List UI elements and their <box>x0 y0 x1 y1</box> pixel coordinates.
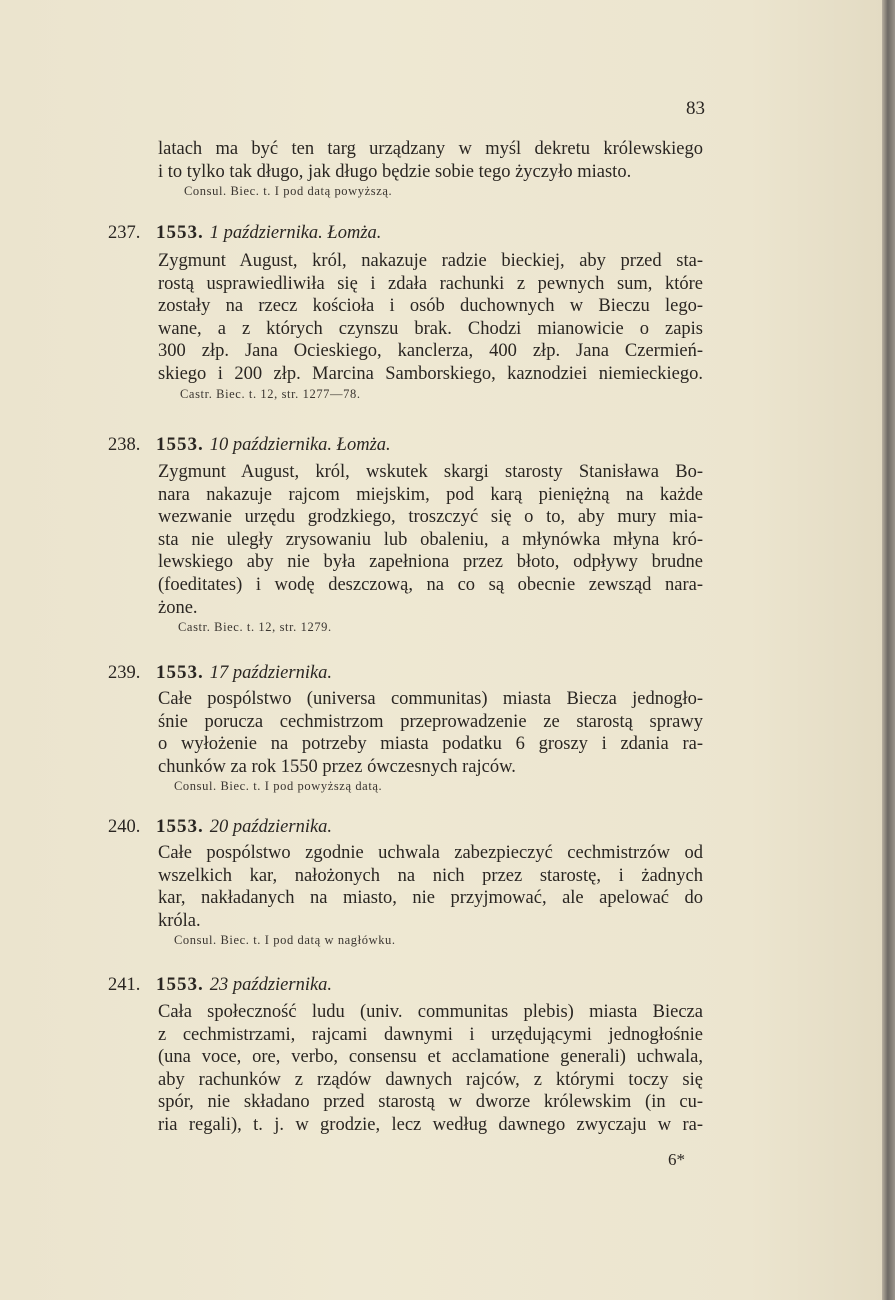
text-line: skiego i 200 złp. Marcina Samborskiego, kaznodziei niemieckiego. <box>158 363 703 384</box>
entry-number: 241. <box>108 975 141 995</box>
entry-number: 239. <box>108 663 141 683</box>
entry-number: 238. <box>108 435 141 455</box>
entry-year: 1553. <box>156 974 204 995</box>
text-line: rostą usprawiedliwiła się i zdała rachunki z pewnych sum, które <box>158 273 703 294</box>
book-spine <box>882 0 895 1300</box>
source-citation: Consul. Biec. t. I pod powyższą datą. <box>174 779 383 794</box>
text-line: sta nie uległy zrysowaniu lub obaleniu, a młynówka młyna kró- <box>158 529 703 550</box>
source-citation: Castr. Biec. t. 12, str. 1279. <box>178 620 332 635</box>
text-line: aby rachunków z rządów dawnych rajców, z którymi toczy się <box>158 1069 703 1090</box>
text-line: 300 złp. Jana Ocieskiego, kanclerza, 400 złp. Jana Czermień- <box>158 341 703 362</box>
text-line: Całe pospólstwo (universa communitas) miasta Biecza jednogło- <box>158 689 703 709</box>
entry-body <box>158 842 703 948</box>
entry-header <box>108 816 332 838</box>
text-line: Zygmunt August, król, nakazuje radzie bieckiej, aby przed sta- <box>158 251 703 271</box>
text-line: (foeditates) i wodę deszczową, na co są obecnie zewsząd nara- <box>158 574 703 595</box>
text-line: spór, nie składano przed starostą w dworze królewskim (in cu- <box>158 1092 703 1113</box>
entry-header <box>108 434 391 456</box>
text-line: chunków za rok 1550 przez ówczesnych rajców. <box>158 756 516 777</box>
text-line: z cechmistrzami, rajcami dawnymi i urzędującymi jednogłośnie <box>158 1024 703 1045</box>
text-line: zostały na rzecz kościoła i osób duchownych w Bieczu lego- <box>158 296 703 317</box>
text-line: Całe pospólstwo zgodnie uchwala zabezpieczyć cechmistrzów od <box>158 843 703 863</box>
text-line: (una voce, ore, verbo, consensu et acclamatione generali) uchwala, <box>158 1047 703 1068</box>
entry-year: 1553. <box>156 816 204 837</box>
entry-date: 23 października. <box>209 975 333 995</box>
text-line: króla. <box>158 910 201 931</box>
signature-mark: 6* <box>668 1150 685 1169</box>
entry-body <box>158 461 703 635</box>
text-line: Zygmunt August, król, wskutek skargi starosty Stanisława Bo- <box>158 462 703 482</box>
text-line: żone. <box>158 597 198 618</box>
entry-date: 20 października. <box>209 817 333 837</box>
entry-body <box>158 1001 703 1137</box>
entry-date: 1 października. Łomża. <box>209 223 382 243</box>
entry-header <box>108 222 381 244</box>
text-line: kar, nakładanych na miasto, nie przyjmować, ale apelować do <box>158 888 703 909</box>
entry-number: 240. <box>108 817 141 837</box>
entry-body <box>158 688 703 794</box>
intro-paragraph <box>158 138 703 199</box>
text-line: nara nakazuje rajcom miejskim, pod karą pieniężną na każde <box>158 484 703 505</box>
text-line: śnie porucza cechmistrzom przeprowadzenie ze starostą sprawy <box>158 711 703 732</box>
source-citation: Consul. Biec. t. I pod datą powyższą. <box>184 184 393 199</box>
text-line: i to tylko tak długo, jak długo będzie sobie tego życzyło miasto. <box>158 161 632 182</box>
entry-header <box>108 662 332 684</box>
source-citation: Consul. Biec. t. I pod datą w nagłówku. <box>174 933 396 948</box>
text-line: Cała społeczność ludu (univ. communitas plebis) miasta Biecza <box>158 1002 703 1022</box>
page-number: 83 <box>686 98 705 119</box>
entry-year: 1553. <box>156 434 204 455</box>
entry-header <box>108 974 332 996</box>
text-line: wszelkich kar, nałożonych na nich przez starostę, i żadnych <box>158 865 703 886</box>
source-citation: Castr. Biec. t. 12, str. 1277—78. <box>180 386 361 401</box>
text-line: lewskiego aby nie była zapełniona przez błoto, odpływy brudne <box>158 552 703 573</box>
entry-date: 10 października. Łomża. <box>209 435 391 455</box>
entry-year: 1553. <box>156 222 204 243</box>
entry-body <box>158 250 703 402</box>
entry-date: 17 października. <box>209 663 333 683</box>
text-line: ria regali), t. j. w grodzie, lecz według dawnego zwyczaju w ra- <box>158 1114 703 1135</box>
entry-year: 1553. <box>156 662 204 683</box>
entry-number: 237. <box>108 223 141 243</box>
text-line: wezwanie urzędu grodzkiego, troszczyć się o to, aby mury mia- <box>158 507 703 528</box>
text-line: wane, a z których czynszu brak. Chodzi mianowicie o zapis <box>158 318 703 339</box>
text-line: o wyłożenie na potrzeby miasta podatku 6 groszy i zdania ra- <box>158 734 703 755</box>
text-line: latach ma być ten targ urządzany w myśl dekretu królewskiego <box>158 139 703 159</box>
